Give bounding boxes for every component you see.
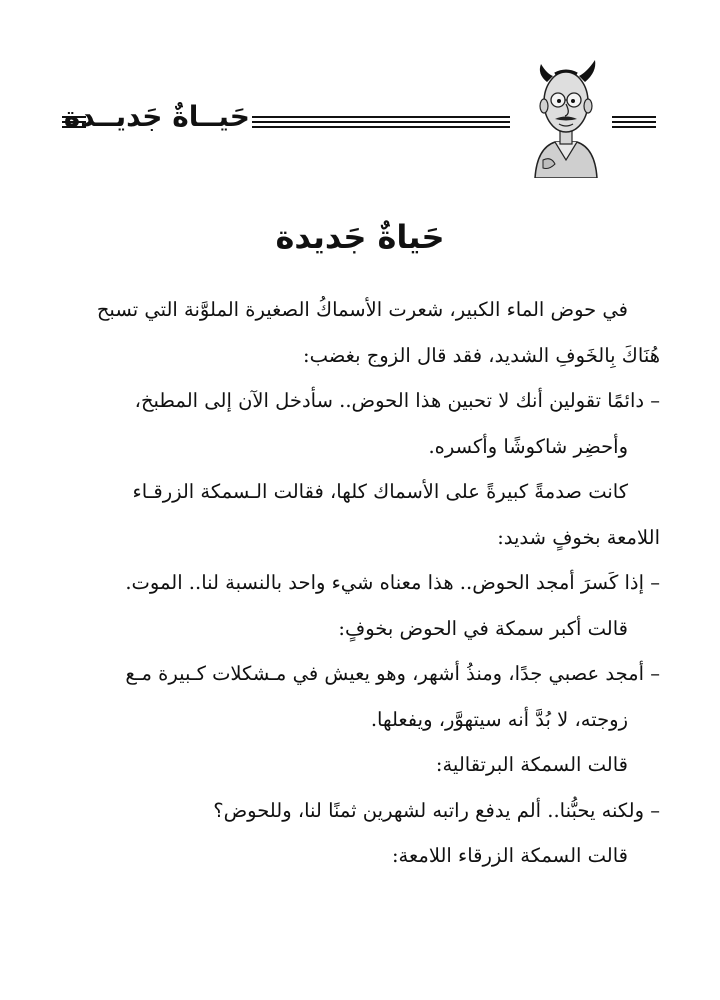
decorative-rule-right — [612, 116, 656, 128]
cartoon-man-icon — [515, 56, 615, 178]
story-title: حَياةٌ جَديدة — [275, 218, 445, 256]
story-body — [62, 287, 660, 879]
story-line: – إذا كَسرَ أمجد الحوض.. هذا معناه شيء واحد بالنسبة لنا.. الموت. — [125, 571, 660, 594]
decorative-rule-middle — [252, 116, 510, 128]
story-line: اللامعة بخوفٍ شديد: — [497, 525, 660, 549]
story-line: هُنَاكَ بِالخَوفِ الشديد، فقد قال الزوج بغضب: — [303, 343, 660, 367]
story-line: قالت أكبر سمكة في الحوض بخوفٍ: — [338, 616, 628, 640]
story-line: وأحضِر شاكوشًا وأكسره. — [428, 434, 628, 458]
page-header — [0, 56, 720, 186]
story-line: – ولكنه يحبُّنا.. ألم يدفع راتبه لشهرين ثمنًا لنا، وللحوض؟ — [213, 798, 660, 822]
story-line: في حوض الماء الكبير، شعرت الأسماكُ الصغيرة الملوَّنة التي تسبح — [96, 298, 628, 321]
story-line: زوجته، لا بُدَّ أنه سيتهوَّر، ويفعلها. — [370, 707, 628, 731]
story-line: – دائمًا تقولين أنك لا تحبين هذا الحوض.. سأدخل الآن إلى المطبخ، — [134, 389, 660, 412]
story-line: قالت السمكة الزرقاء اللامعة: — [391, 844, 628, 867]
story-line: – أمجد عصبي جدًا، ومنذُ أشهر، وهو يعيش في مـشكلات كـبيرة مـع — [125, 662, 660, 685]
story-line: كانت صدمةً كبيرةً على الأسماك كلها، فقالت الـسمكة الزرقـاء — [132, 480, 628, 503]
story-line: قالت السمكة البرتقالية: — [435, 753, 628, 776]
running-title: حَيــاةٌ جَديــدة — [63, 100, 250, 133]
